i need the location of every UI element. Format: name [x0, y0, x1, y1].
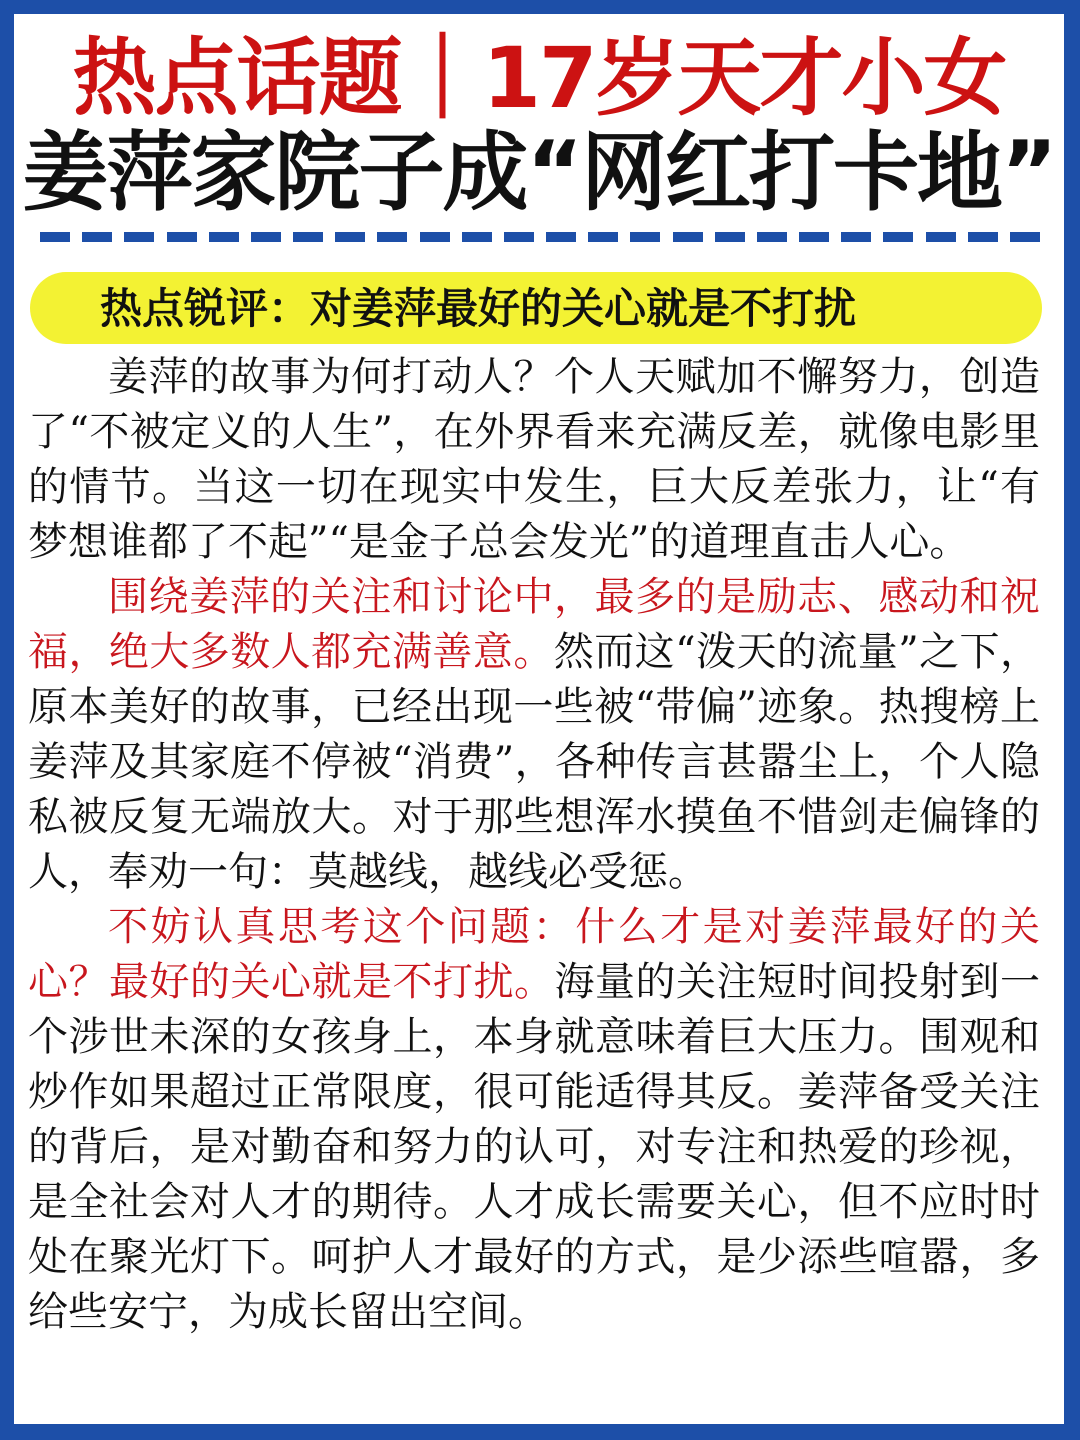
paragraph-2	[28, 570, 1040, 900]
headline-subject: 姜萍家院子成“网红打卡地”	[22, 123, 1056, 223]
divider-dash	[630, 232, 660, 242]
paragraph-3-text: 海量的关注短时间投射到一个涉世未深的女孩身上，本身就意味着巨大压力。围观和炒作如果超过正常限度，很可能适得其反。姜萍备受关注的背后，是对勤奋和努力的认可，对专注和热爱的珍视，是全社会对人才的期待。人才成长需要关心，但不应时时处在聚光灯下。呵护人才最好的方式，是少添些喧嚣，多给些安宁，为成长留出空间。	[28, 959, 1040, 1335]
paragraph-1-text: 姜萍的故事为何打动人？个人天赋加不懈努力，创造了“不被定义的人生”，在外界看来充满反差，就像电影里的情节。当这一切在现实中发生，巨大反差张力，让“有梦想谁都了不起”“是金子总会发光”的道理直击人心。	[28, 354, 1040, 565]
divider-dash	[82, 232, 112, 242]
headline-topic: 热点话题｜17岁天才小女	[72, 29, 1006, 127]
dashed-divider	[40, 232, 1040, 242]
divider-dash	[799, 232, 829, 242]
paragraph-2-emphasis: 围绕姜萍的关注和讨论中，最多的是励志、感动和祝福，绝大多数人都充满善意。	[28, 574, 1040, 675]
paragraph-3-emphasis: 不妨认真思考这个问题：什么才是对姜萍最好的关心？最好的关心就是不打扰。	[28, 904, 1040, 1005]
divider-dash	[40, 232, 70, 242]
divider-dash	[462, 232, 492, 242]
divider-dash	[377, 232, 407, 242]
divider-dash	[251, 232, 281, 242]
divider-dash	[293, 232, 323, 242]
divider-dash	[1010, 232, 1040, 242]
divider-dash	[420, 232, 450, 242]
divider-dash	[546, 232, 576, 242]
divider-dash	[757, 232, 787, 242]
divider-dash	[124, 232, 154, 242]
divider-dash	[968, 232, 998, 242]
paragraph-1	[28, 350, 1040, 570]
article-body	[28, 350, 1040, 1340]
divider-dash	[167, 232, 197, 242]
paragraph-2-text: 然而这“泼天的流量”之下，原本美好的故事，已经出现一些被“带偏”迹象。热搜榜上姜萍及其家庭不停被“消费”，各种传言甚嚣尘上，个人隐私被反复无端放大。对于那些想浑水摸鱼不惜剑走偏锋的人，奉劝一句：莫越线，越线必受惩。	[28, 629, 1041, 895]
divider-dash	[715, 232, 745, 242]
divider-dash	[504, 232, 534, 242]
divider-dash	[926, 232, 956, 242]
divider-dash	[673, 232, 703, 242]
comment-heading: 热点锐评：对姜萍最好的关心就是不打扰	[100, 284, 857, 333]
divider-dash	[335, 232, 365, 242]
divider-dash	[883, 232, 913, 242]
article-card	[14, 14, 1064, 1424]
divider-dash	[588, 232, 618, 242]
divider-dash	[841, 232, 871, 242]
divider-dash	[209, 232, 239, 242]
paragraph-3	[28, 900, 1040, 1340]
